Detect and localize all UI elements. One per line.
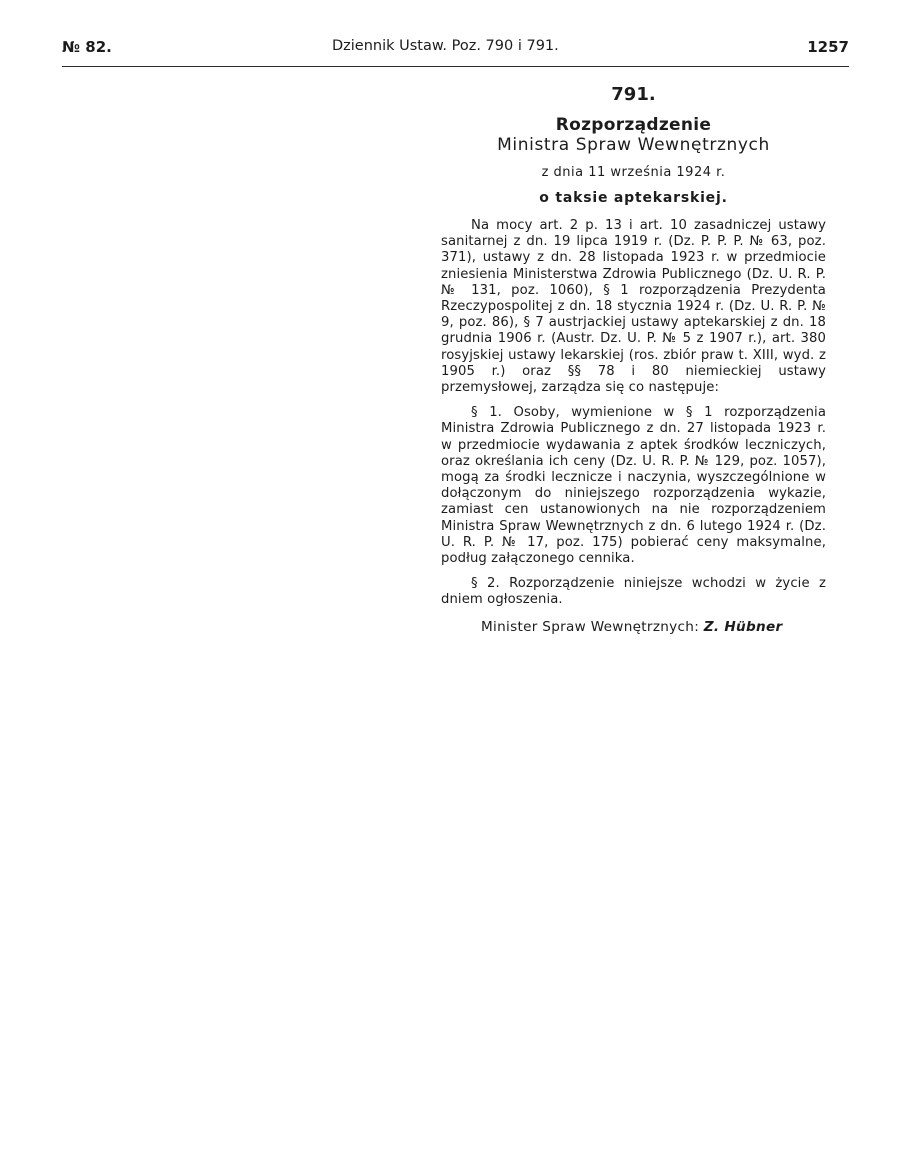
signature-title: Minister Spraw Wewnętrznych:	[481, 618, 700, 635]
signer-name: Z. Hübner	[703, 618, 783, 635]
act-authority: Ministra Spraw Wewnętrznych	[497, 135, 770, 155]
header-divider	[62, 66, 849, 67]
page-number: 1257	[807, 38, 849, 56]
section-2-paragraph: § 2. Rozporządzenie niniejsze wchodzi w życie z dniem ogłoszenia.	[441, 576, 826, 608]
section-1-paragraph: § 1. Osoby, wymienione w § 1 rozporządzenia Ministra Zdrowia Publicznego z dn. 27 listopada 1923 r. w przedmiocie wydawania z aptek środków leczniczych, oraz określania ich ceny (Dz. U. R. P. № 129, poz. 1057), mogą za środki lecznicze i naczynia, wyszczególnione w dołączonym do niniejszego rozporządzenia wykazie, zamiast cen ustanowionych na nie rozporządzeniem Ministra Spraw Wewnętrznych z dn. 6 lutego 1924 r. (Dz. U. R. P. № 17, poz. 175) pobierać ceny maksymalne, podług załączonego cennika.	[441, 405, 826, 567]
page-header	[62, 38, 849, 62]
act-column	[441, 84, 826, 636]
preamble-paragraph: Na mocy art. 2 p. 13 i art. 10 zasadniczej ustawy sanitarnej z dn. 19 lipca 1919 r. (Dz. P. P. P. № 63, poz. 371), ustawy z dn. 28 listopada 1923 r. w przedmiocie zniesienia Ministerstwa Zdrowia Publicznego (Dz. U. R. P. № 131, poz. 1060), § 1 rozporządzenia Prezydenta Rzeczypospolitej z dn. 18 stycznia 1924 r. (Dz. U. R. P. № 9, poz. 86), § 7 austrjackiej ustawy aptekarskiej z dn. 18 grudnia 1906 r. (Austr. Dz. U. P. № 5 z 1907 r.), art. 380 rosyjskiej ustawy lekarskiej (ros. zbiór praw t. XIII, wyd. z 1905 r.) oraz §§ 78 i 80 niemieckiej ustawy przemysłowej, zarządza się co następuje:	[441, 218, 826, 396]
journal-title: Dziennik Ustaw. Poz. 790 i 791.	[332, 38, 559, 54]
issue-number: № 82.	[62, 38, 112, 56]
act-subject: o taksie aptekarskiej.	[539, 190, 728, 206]
act-type: Rozporządzenie	[555, 115, 712, 135]
act-date: z dnia 11 września 1924 r.	[541, 165, 726, 180]
act-number: 791.	[611, 84, 656, 105]
signature-line	[441, 618, 826, 636]
